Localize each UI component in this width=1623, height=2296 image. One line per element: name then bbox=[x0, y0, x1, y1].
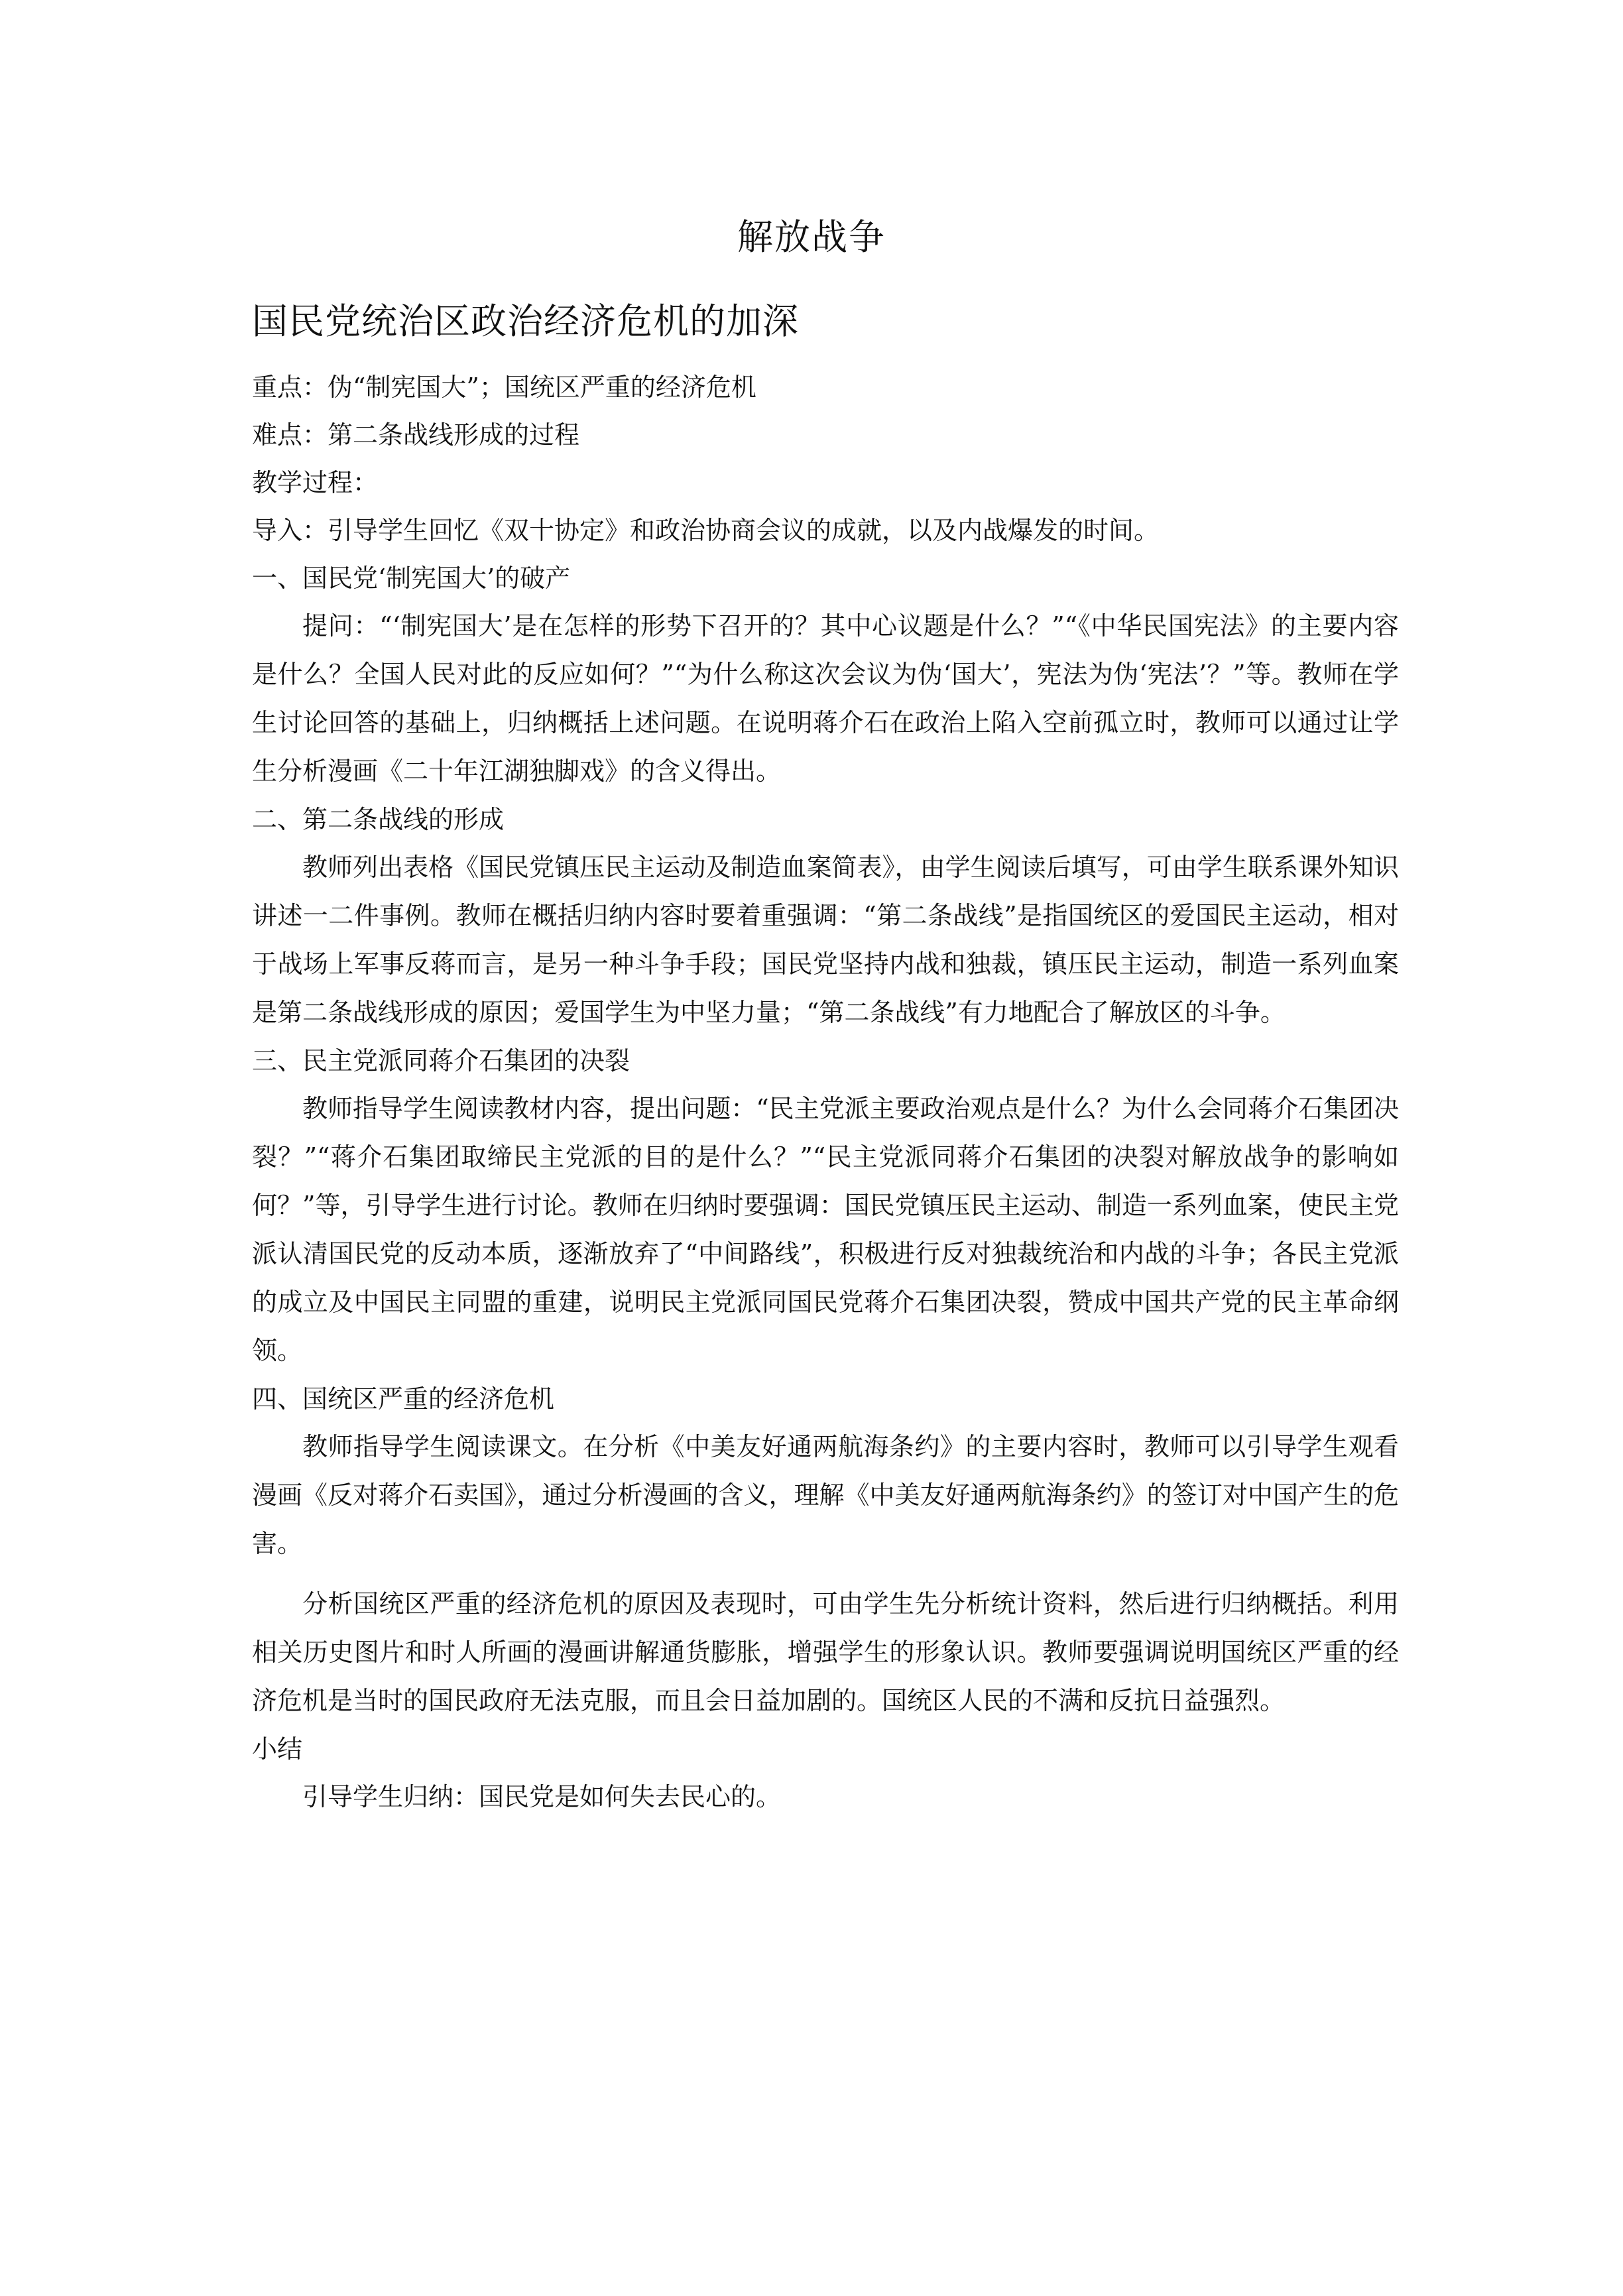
section-paragraph: 分析国统区严重的经济危机的原因及表现时，可由学生先分析统计资料，然后进行归纳概括。利用相关历史图片和时人所画的漫画讲解通货膨胀，增强学生的形象认识。教师要强调说明国统区严重的经济危机是当时的国民政府无法克服，而且会日益加剧的。国统区人民的不满和反抗日益强烈。 bbox=[252, 1589, 1399, 1715]
page-title: 解放战争 bbox=[737, 216, 886, 258]
section-heading: 二、第二条战线的形成 bbox=[252, 805, 505, 834]
lesson-subtitle: 国民党统治区政治经济危机的加深 bbox=[252, 300, 799, 342]
key-points: 重点：伪“制宪国大”；国统区严重的经济危机 bbox=[252, 373, 756, 402]
section-heading: 四、国统区严重的经济危机 bbox=[252, 1384, 555, 1414]
process-label: 教学过程： bbox=[252, 468, 379, 497]
section-paragraph: 教师列出表格《国民党镇压民主运动及制造血案简表》，由学生阅读后填写，可由学生联系课外知识讲述一二件事例。教师在概括归纳内容时要着重强调：“第二条战线”是指国统区的爱国民主运动，相对于战场上军事反蒋而言，是另一种斗争手段；国民党坚持内战和独裁，镇压民主运动，制造一系列血案是第二条战线形成的原因；爱国学生为中坚力量；“第二条战线”有力地配合了解放区的斗争。 bbox=[252, 853, 1399, 1027]
document-body bbox=[252, 292, 1399, 1821]
section-heading: 一、国民党‘制宪国大’的破产 bbox=[252, 564, 571, 593]
summary-heading: 小结 bbox=[252, 1734, 303, 1764]
section-paragraph: 提问：“‘制宪国大’是在怎样的形势下召开的？其中心议题是什么？”“《中华民国宪法》的主要内容是什么？全国人民对此的反应如何？”“为什么称这次会议为伪‘国大’，宪法为伪‘宪法’？”等。教师在学生讨论回答的基础上，归纳概括上述问题。在说明蒋介石在政治上陷入空前孤立时，教师可以通过让学生分析漫画《二十年江湖独脚戏》的含义得出。 bbox=[252, 611, 1399, 786]
summary-paragraph: 引导学生归纳：国民党是如何失去民心的。 bbox=[302, 1782, 782, 1811]
section-paragraph: 教师指导学生阅读教材内容，提出问题：“民主党派主要政治观点是什么？为什么会同蒋介石集团决裂？”“蒋介石集团取缔民主党派的目的是什么？”“民主党派同蒋介石集团的决裂对解放战争的影响如何？”等，引导学生进行讨论。教师在归纳时要强调：国民党镇压民主运动、制造一系列血案，使民主党派认清国民党的反动本质，逐渐放弃了“中间路线”，积极进行反对独裁统治和内战的斗争；各民主党派的成立及中国民主同盟的重建，说明民主党派同国民党蒋介石集团决裂，赞成中国共产党的民主革命纲领。 bbox=[252, 1094, 1399, 1365]
section-paragraph: 教师指导学生阅读课文。在分析《中美友好通两航海条约》的主要内容时，教师可以引导学生观看漫画《反对蒋介石卖国》，通过分析漫画的含义，理解《中美友好通两航海条约》的签订对中国产生的危害。 bbox=[252, 1432, 1399, 1558]
section-heading: 三、民主党派同蒋介石集团的决裂 bbox=[252, 1046, 631, 1075]
paragraph-gap bbox=[252, 1568, 1399, 1580]
difficulties: 难点：第二条战线形成的过程 bbox=[252, 420, 580, 450]
intro-line: 导入：引导学生回忆《双十协定》和政治协商会议的成就，以及内战爆发的时间。 bbox=[252, 516, 1160, 545]
